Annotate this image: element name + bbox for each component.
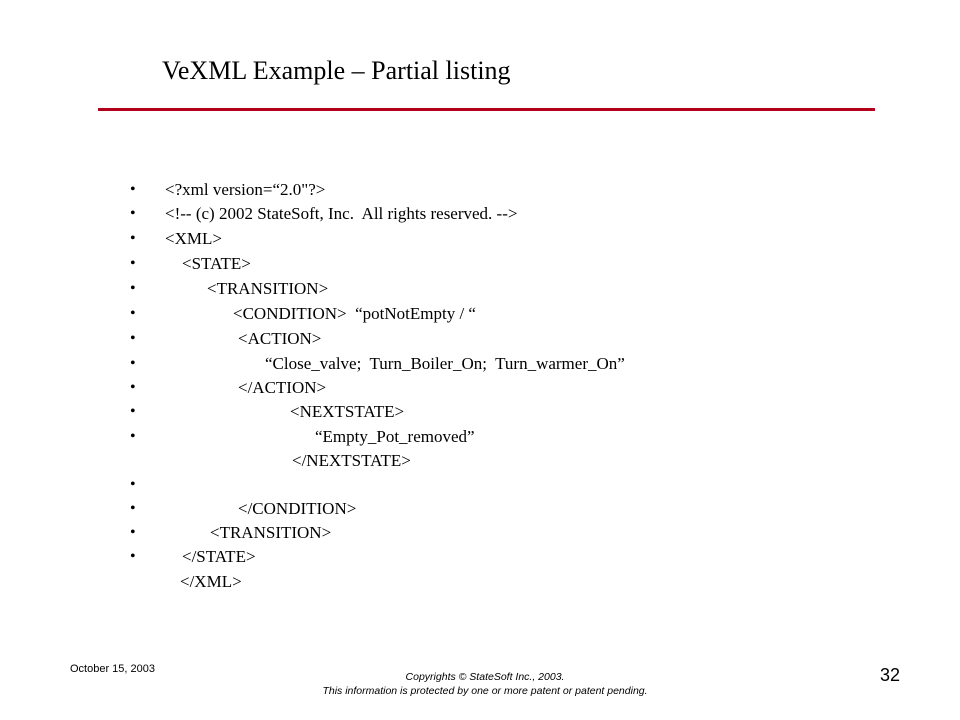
listing-line xyxy=(0,178,960,202)
listing-line xyxy=(0,497,960,521)
page-number: 32 xyxy=(880,665,901,685)
listing-line xyxy=(0,570,960,594)
bullet-marker: • xyxy=(130,230,136,247)
listing-text: <XML> xyxy=(165,229,222,248)
listing-text: </CONDITION> xyxy=(238,499,357,518)
bullet-marker: • xyxy=(130,428,136,445)
listing-text: <?xml version=“2.0"?> xyxy=(165,180,326,199)
listing-text: “Close_valve; Turn_Boiler_On; Turn_warmer_On” xyxy=(265,354,625,373)
listing-text: </NEXTSTATE> xyxy=(292,451,411,470)
bullet-marker: • xyxy=(130,330,136,347)
listing-line xyxy=(0,202,960,226)
listing-line xyxy=(0,400,960,424)
bullet-marker: • xyxy=(130,205,136,222)
listing-text: <TRANSITION> xyxy=(210,523,332,542)
listing-line xyxy=(0,302,960,326)
copyright-line-1: Copyrights © StateSoft Inc., 2003. xyxy=(405,671,565,683)
bullet-marker: • xyxy=(130,476,136,493)
listing-text: </XML> xyxy=(180,572,242,591)
listing-line xyxy=(0,473,960,497)
listing-text: <CONDITION> “potNotEmpty / “ xyxy=(233,304,476,323)
listing-line xyxy=(0,327,960,351)
bullet-marker: • xyxy=(130,355,136,372)
footer-copyright xyxy=(280,670,690,698)
bullet-marker: • xyxy=(130,403,136,420)
listing-text: <ACTION> xyxy=(238,329,322,348)
bullet-marker: • xyxy=(130,255,136,272)
listing-text: “Empty_Pot_removed” xyxy=(315,427,475,446)
listing-text: </STATE> xyxy=(182,547,256,566)
slide-title: VeXML Example – Partial listing xyxy=(162,56,511,85)
footer-date: October 15, 2003 xyxy=(70,663,156,675)
listing-line xyxy=(0,521,960,545)
bullet-marker: • xyxy=(130,305,136,322)
listing-line xyxy=(0,449,960,473)
listing-line xyxy=(0,227,960,251)
bullet-marker: • xyxy=(130,548,136,565)
listing-text: <!-- (c) 2002 StateSoft, Inc. All rights reserved. --> xyxy=(165,204,518,223)
listing-line xyxy=(0,425,960,449)
bullet-marker: • xyxy=(130,181,136,198)
copyright-line-2: This information is protected by one or more patent or patent pending. xyxy=(322,685,648,697)
listing-text: <TRANSITION> xyxy=(207,279,329,298)
bullet-marker: • xyxy=(130,524,136,541)
bullet-marker: • xyxy=(130,379,136,396)
listing-line xyxy=(0,352,960,376)
bullet-marker: • xyxy=(130,500,136,517)
listing-line xyxy=(0,545,960,569)
listing-line xyxy=(0,376,960,400)
bullet-marker: • xyxy=(130,280,136,297)
listing-line xyxy=(0,252,960,276)
listing-text: <STATE> xyxy=(182,254,251,273)
listing-text: <NEXTSTATE> xyxy=(290,402,405,421)
listing-text: </ACTION> xyxy=(238,378,327,397)
listing-line xyxy=(0,277,960,301)
